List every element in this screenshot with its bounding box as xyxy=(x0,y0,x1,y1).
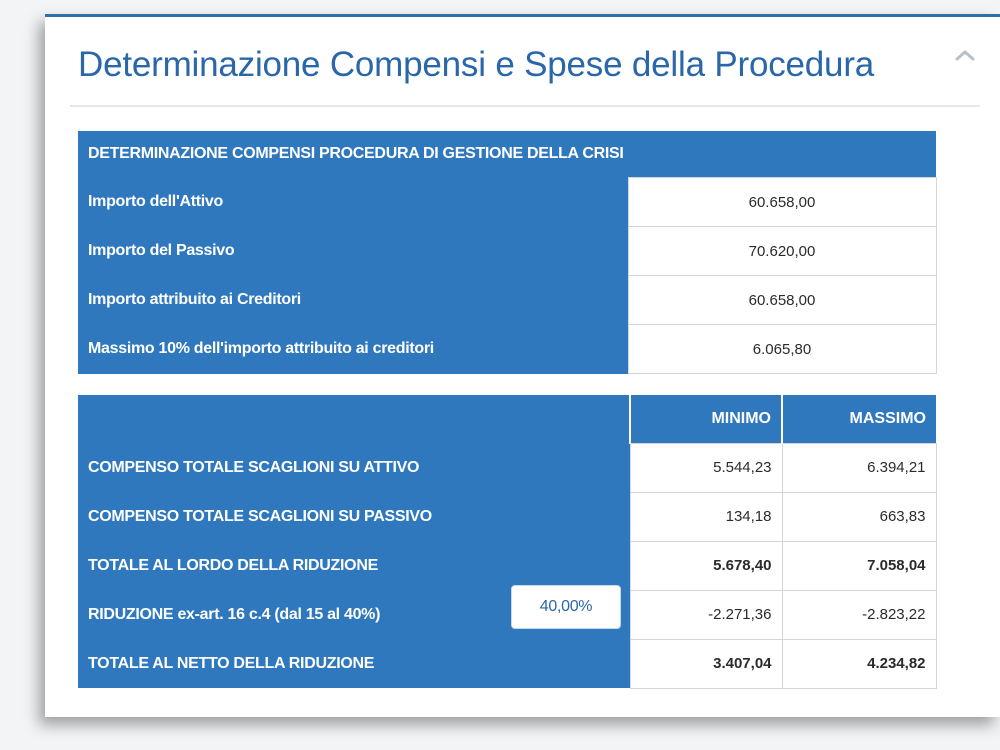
row-value: 60.658,00 xyxy=(628,276,936,325)
table-row xyxy=(78,276,936,325)
row-max-value: 7.058,04 xyxy=(782,541,936,590)
row-value: 6.065,80 xyxy=(628,325,936,374)
fees-range-table xyxy=(78,395,937,689)
crisis-fees-table xyxy=(78,131,937,374)
row-label: Importo dell'Attivo xyxy=(78,178,628,227)
row-value: 60.658,00 xyxy=(628,178,936,227)
panel-title: Determinazione Compensi e Spese della Procedura xyxy=(78,45,875,84)
table-row xyxy=(78,492,936,541)
table-row xyxy=(78,178,936,227)
panel-header xyxy=(70,17,980,107)
procedure-fees-panel xyxy=(45,14,1000,717)
row-label: Massimo 10% dell'importo attribuito ai creditori xyxy=(78,325,628,374)
table-header: DETERMINAZIONE COMPENSI PROCEDURA DI GESTIONE DELLA CRISI xyxy=(78,131,936,178)
row-label: RIDUZIONE ex-art. 16 c.4 (dal 15 al 40%) xyxy=(88,605,381,623)
table-header-row xyxy=(78,395,936,443)
row-min-value: 5.678,40 xyxy=(630,541,782,590)
reduction-label-cell xyxy=(78,590,630,639)
row-min-value: 5.544,23 xyxy=(630,443,782,492)
table-header-row xyxy=(78,131,936,178)
row-label: Importo attribuito ai Creditori xyxy=(78,276,628,325)
reduction-percentage-input[interactable]: 40,00% xyxy=(511,585,621,629)
chevron-up-icon xyxy=(955,49,975,61)
table-row xyxy=(78,227,936,276)
table-row xyxy=(78,590,936,639)
column-header-min: MINIMO xyxy=(630,395,782,443)
table-row xyxy=(78,443,936,492)
row-max-value: -2.823,22 xyxy=(782,590,936,639)
row-max-value: 6.394,21 xyxy=(782,443,936,492)
collapse-button[interactable] xyxy=(950,43,980,67)
table-row xyxy=(78,325,936,374)
table-row xyxy=(78,541,936,590)
column-header-max: MASSIMO xyxy=(782,395,936,443)
row-value: 70.620,00 xyxy=(628,227,936,276)
row-min-value: -2.271,36 xyxy=(630,590,782,639)
row-label: TOTALE AL LORDO DELLA RIDUZIONE xyxy=(78,541,630,590)
row-label: COMPENSO TOTALE SCAGLIONI SU PASSIVO xyxy=(78,492,630,541)
row-min-value: 3.407,04 xyxy=(630,639,782,688)
table-row xyxy=(78,639,936,688)
row-label: TOTALE AL NETTO DELLA RIDUZIONE xyxy=(78,639,630,688)
row-label: Importo del Passivo xyxy=(78,227,628,276)
row-label: COMPENSO TOTALE SCAGLIONI SU ATTIVO xyxy=(78,443,630,492)
row-min-value: 134,18 xyxy=(630,492,782,541)
header-spacer xyxy=(78,395,630,443)
row-max-value: 663,83 xyxy=(782,492,936,541)
row-max-value: 4.234,82 xyxy=(782,639,936,688)
